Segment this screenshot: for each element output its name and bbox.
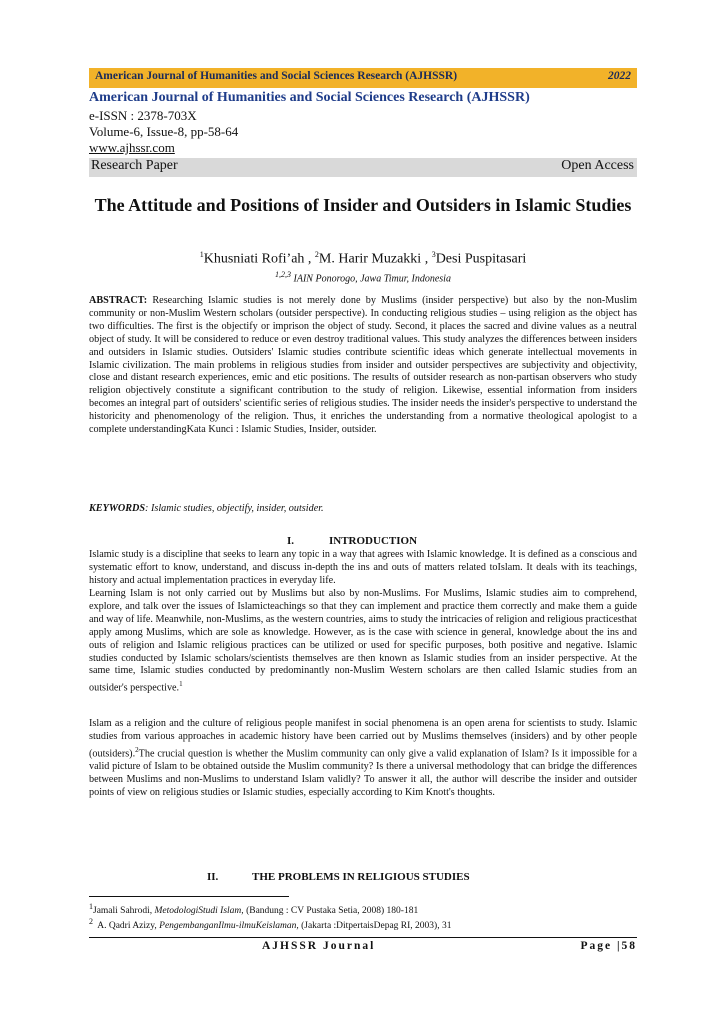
intro-paragraph-2: [89, 588, 637, 696]
section-number: II.: [207, 871, 219, 883]
footnote-1: [89, 902, 418, 916]
affiliation: [89, 270, 637, 284]
author-sup: 1: [199, 250, 204, 259]
intro-paragraph-3-text-a: Islam as a religion and the culture of religious people manifest in social phenomena is an open arena for scientists to study. Islamic studies from various approaches in academic history have been carried out by Muslims themselves (insiders) and by other people (outsiders).: [89, 718, 637, 760]
footnote-divider: [89, 896, 289, 897]
header-journal-title: American Journal of Humanities and Social Sciences Research (AJHSSR): [95, 70, 458, 82]
intro-paragraph-2-text: Learning Islam is not only carried out by Muslims but also by non-Muslims. For Muslims, Islamic studies aim to comprehend, explore, and talk over the issues of Islamicteachings so that they can implement and practice them correctly and make them a guide and way of life. Meanwhile, non-Muslims, as the western countries, aims to study the intricacies of religion and religious practicesthat apply among Muslims, which are sole as knowledge. However, as is the case with science in general, knowledge about the ins and outs of religion and Islamic religious practices can be utilized or used for specific purposes, both positive and negative. Islamic studies conducted by Islamic scholars/scientists themselves are then known as Islamic studies from an insider perspective. At the same time, Islamic studies conducted by predominantly non-Muslim Western scholars are then called Islamic studies from an outsider's perspective.: [89, 588, 638, 694]
footer-divider: [89, 937, 637, 938]
keywords: [89, 503, 637, 514]
affiliation-text: IAIN Ponorogo, Jawa Timur, Indonesia: [293, 273, 451, 285]
journal-website-link[interactable]: www.ajhssr.com: [89, 140, 175, 155]
open-access-label: Open Access: [561, 158, 634, 173]
footnote-text: (Bandung : CV Pustaka Setia, 2008) 180-181: [243, 906, 419, 917]
keywords-text: : Islamic studies, objectify, insider, outsider.: [145, 503, 324, 514]
footnote-2: [89, 917, 451, 931]
author-name: Khusniati Rofi’ah: [203, 251, 305, 267]
volume-info: Volume-6, Issue-8, pp-58-64: [89, 124, 239, 139]
footnote-number: 1: [89, 902, 93, 911]
paper-type: Research Paper: [91, 158, 178, 173]
footer-journal: AJHSSR Journal: [262, 940, 376, 952]
header-year: 2022: [608, 70, 631, 82]
page-number: Page |58: [580, 940, 637, 952]
author-name: M. Harir Muzakki: [318, 251, 422, 267]
author-sup: 2: [314, 250, 319, 259]
section-title: THE PROBLEMS IN RELIGIOUS STUDIES: [252, 871, 470, 883]
affiliation-sup: 1,2,3: [275, 270, 292, 279]
footnote-ref: 2: [135, 745, 139, 754]
abstract: [89, 295, 637, 437]
section-heading-introduction: [89, 535, 637, 549]
intro-paragraph-3: [89, 718, 637, 800]
paper-type-bar: [89, 158, 637, 177]
intro-paragraph-1: Islamic study is a discipline that seeks to learn any topic in a way that agrees with Islamic knowledge. It is defined as a conscious and systematic effort to know, understand, and discuss in-depth the ins and outs of matters related toIslam. It deals with its teachings, history and actual implementation practices in everyday life.: [89, 549, 637, 586]
footnote-number: 2: [89, 917, 93, 926]
paper-title: The Attitude and Positions of Insider and Outsiders in Islamic Studies: [94, 195, 632, 215]
abstract-label: ABSTRACT:: [89, 295, 148, 306]
footnote-text: (Jakarta :DitpertaisDepag RI, 2003), 31: [298, 921, 452, 932]
keywords-label: KEYWORDS: [89, 503, 146, 514]
section-number: I.: [287, 535, 295, 547]
issn: e-ISSN : 2378-703X: [89, 108, 197, 123]
footnote-title: PengembanganIlmu-ilmuKeislaman,: [159, 921, 299, 932]
author-sup: 3: [431, 250, 436, 259]
journal-name: American Journal of Humanities and Social Sciences Research (AJHSSR): [89, 90, 530, 105]
footnote-title: MetodologiStudi Islam,: [154, 906, 244, 917]
section-title: INTRODUCTION: [329, 535, 418, 547]
intro-paragraph-3-text-b: The crucial question is whether the Muslim community can only give a valid explanation of Islam? Is it impossible for a valid picture of Islam to be obtained outside the Muslim community? Is there a universal methodology that can bridge the differences between Muslims and non-Muslims to understand Islam validly? To answer it all, the author will describe the insider and outsider points of view on religious studies or Islamic studies, especially according to Kim Knott's thoughts.: [89, 748, 637, 798]
footnote-text: A. Qadri Azizy,: [93, 921, 160, 932]
footnote-ref: 1: [179, 680, 183, 689]
journal-header-banner: [89, 68, 637, 88]
author-list: $^1$Khusniati Rofi’ah , $^2$M. Harir Muzakki , $^3$Desi Puspitasari: [199, 250, 527, 267]
abstract-text: Researching Islamic studies is not merely done by Muslims (insider perspective) but also by the non-Muslim community or non-Muslim Western scholars (outsider perspective). In conducting religious studies – using religion as the object has two difficulties. The first is the objectify or imprison the object of study. Second, it places the sacred and divine values as a neutral object of study. It will be considered to reduce or even destroy traditional values. This study analyzes the differences between insiders and outsiders in Islamic studies. Outsiders' Islamic studies contribute scientific ideas which generate intellectual movements in Islamic civilization. The main problems in religious studies from insider and outsider perspectives are subjectivity and objectivity, close and distant research experiences, emic and etic positions. The results of outsider research as non-partisan observers who study religion objectively constitute a significant contribution to the study of religion. Likewise, essential information from insiders becomes an integral part of outsiders' scientific series of religious studies. The insider needs the insider's perspective to understand the historicity and phenomenology of the religion. Thus, it enriches the understanding from a normative theological apologist to a complete understandingKata Kunci : Islamic Studies, Insider, outsider.: [89, 295, 637, 436]
section-heading-problems: [89, 871, 637, 885]
footnote-text: Jamali Sahrodi,: [93, 906, 155, 917]
author-name: Desi Puspitasari: [435, 251, 527, 267]
